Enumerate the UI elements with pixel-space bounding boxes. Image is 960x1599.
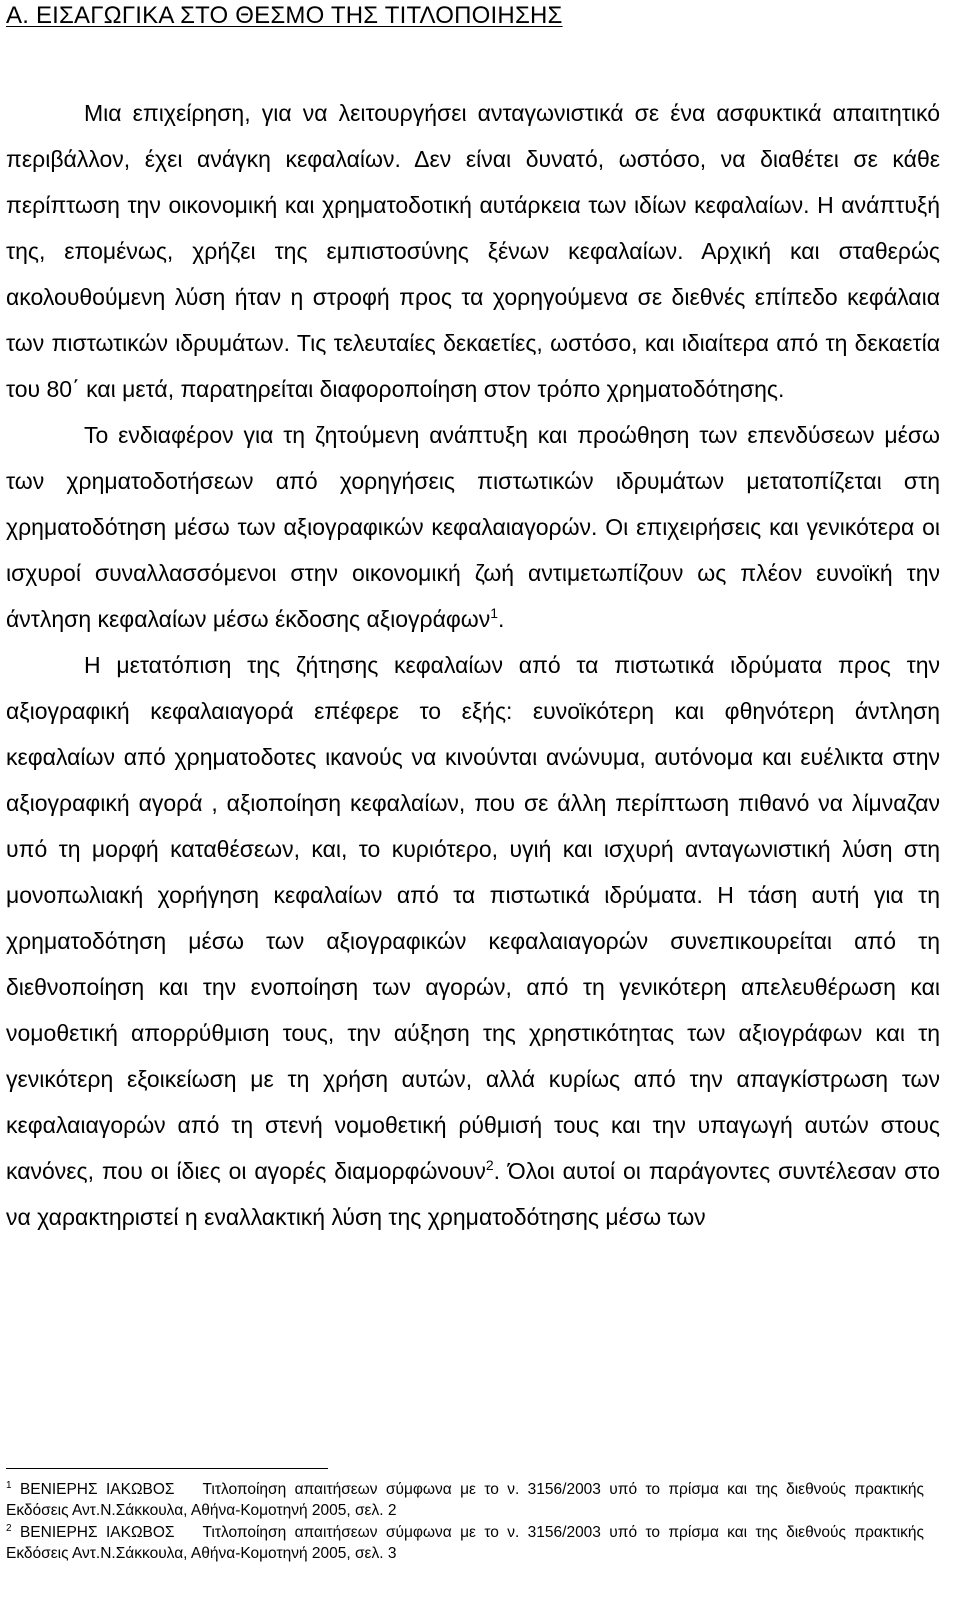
footnote-author: ΒΕΝΙΕΡΗΣ ΙΑΚΩΒΟΣ: [19, 1481, 175, 1498]
footnote-ref[interactable]: 2: [485, 1157, 494, 1173]
footnote-title: Τιτλοποίηση απαιτήσεων σύμφωνα με το ν. 3156/2003 υπό το πρίσμα και της διεθνούς πρακτικής: [202, 1481, 925, 1498]
section-heading: Α. ΕΙΣΑΓΩΓΙΚΑ ΣΤΟ ΘΕΣΜΟ ΤΗΣ ΤΙΤΛΟΠΟΙΗΣΗΣ: [6, 2, 563, 29]
footnote-author: ΒΕΝΙΕΡΗΣ ΙΑΚΩΒΟΣ: [19, 1524, 175, 1541]
paragraph-text-tail: . Όλοι αυτοί οι παράγοντες συντέλεσαν στο να χαρακτηριστεί η εναλλακτική λύση της χρηματοδότησης μέσω των: [6, 1158, 941, 1230]
paragraph-text-tail: .: [498, 606, 505, 632]
footnote-publisher: Εκδόσεις Αντ.Ν.Σάκκουλα, Αθήνα-Κομοτηνή 2005, σελ. 3: [6, 1545, 397, 1562]
footnotes: [6, 1468, 940, 1565]
footnote-2: [6, 1522, 940, 1564]
footnote-number: 2: [6, 1523, 12, 1534]
footnote-publisher: Εκδόσεις Αντ.Ν.Σάκκουλα, Αθήνα-Κομοτηνή 2005, σελ. 2: [6, 1502, 397, 1519]
paragraph-text: Το ενδιαφέρον για τη ζητούμενη ανάπτυξη και προώθηση των επενδύσεων μέσω των χρηματοδοτήσεων από χορηγήσεις πιστωτικών ιδρυμάτων μετατοπίζεται στη χρηματοδότηση μέσω των αξιογραφικών κεφαλαιαγορών. Οι επιχειρήσεις και γενικότερα οι ισχυροί συναλλασσόμενοι στην οικονομική ζωή αντιμετωπίζουν ως πλέον ευνοϊκή την άντληση κεφαλαίων μέσω έκδοσης αξιογράφων: [6, 422, 940, 632]
paragraph-3: [6, 642, 940, 1240]
footnote-1: [6, 1479, 940, 1521]
body-text: [6, 90, 940, 1240]
footnote-number: 1: [6, 1480, 12, 1491]
footnote-separator: [6, 1468, 328, 1469]
document-page: [6, 0, 940, 1240]
footnote-title: Τιτλοποίηση απαιτήσεων σύμφωνα με το ν. 3156/2003 υπό το πρίσμα και της διεθνούς πρακτικής: [202, 1524, 925, 1541]
paragraph-2: [6, 412, 940, 642]
paragraph-text: Η μετατόπιση της ζήτησης κεφαλαίων από τα πιστωτικά ιδρύματα προς την αξιογραφική κεφαλαιαγορά επέφερε το εξής: ευνοϊκότερη και φθηνότερη άντληση κεφαλαίων από χρηματοδοτες ικανούς να κινούνται ανώνυμα, αυτόνομα και ευέλικτα στην αξιογραφική αγορά , αξιοποίηση κεφαλαίων, που σε άλλη περίπτωση πιθανό να λίμναζαν υπό τη μορφή καταθέσεων, και, το κυριότερο, υγιή και ισχυρή ανταγωνιστική λύση στη μονοπωλιακή χορήγηση κεφαλαίων από τα πιστωτικά ιδρύματα. Η τάση αυτή για τη χρηματοδότηση μέσω των αξιογραφικών κεφαλαιαγορών συνεπικουρείται από τη διεθνοποίηση και την ενοποίηση των αγορών, από τη γενικότερη απελευθέρωση και νομοθετική απορρύθμιση τους, την αύξηση της χρηστικότητας των αξιογράφων και τη γενικότερη εξοικείωση με τη χρήση αυτών, αλλά κυρίως από την απαγκίστρωση των κεφαλαιαγορών από τη στενή νομοθετική ρύθμισή τους και την υπαγωγή αυτών στους κανόνες, που οι ίδιες οι αγορές διαμορφώνουν: [6, 652, 940, 1184]
paragraph-text: Μια επιχείρηση, για να λειτουργήσει ανταγωνιστικά σε ένα ασφυκτικά απαιτητικό περιβάλλον, έχει ανάγκη κεφαλαίων. Δεν είναι δυνατό, ωστόσο, να διαθέτει σε κάθε περίπτωση την οικονομική και χρηματοδοτική αυτάρκεια των ιδίων κεφαλαίων. Η ανάπτυξή της, επομένως, χρήζει της εμπιστοσύνης ξένων κεφαλαίων. Αρχική και σταθερώς ακολουθούμενη λύση ήταν η στροφή προς τα χορηγούμενα σε διεθνές επίπεδο κεφάλαια των πιστωτικών ιδρυμάτων. Τις τελευταίες δεκαετίες, ωστόσο, και ιδιαίτερα από τη δεκαετία του 80΄ και μετά, παρατηρείται διαφοροποίηση στον τρόπο χρηματοδότησης.: [6, 100, 940, 402]
footnote-ref[interactable]: 1: [490, 605, 499, 621]
paragraph-1: [6, 90, 940, 412]
